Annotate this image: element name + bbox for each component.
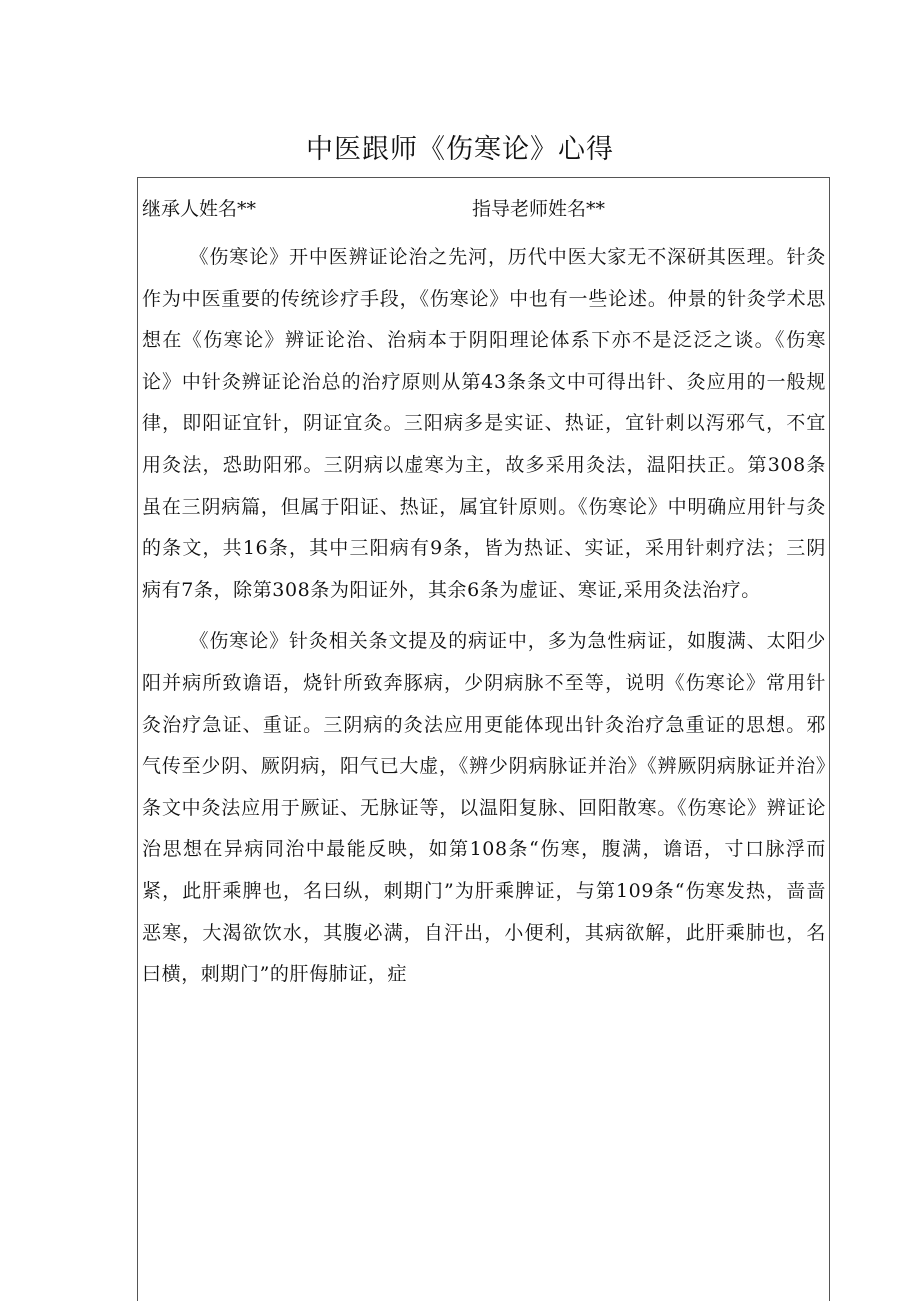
paragraph-1: 《伤寒论》开中医辨证论治之先河，历代中医大家无不深研其医理。针灸作为中医重要的传统诊疗手段，《伤寒论》中也有一些论述。仲景的针灸学术思想在《伤寒论》辨证论治、治病本于阴阳理论体系下亦不是泛泛之谈。《伤寒论》中针灸辨证论治总的治疗原则从第43条条文中可得出针、灸应用的一般规律，即阳证宜针，阴证宜灸。三阳病多是实证、热证，宜针刺以泻邪气，不宜用灸法，恐助阳邪。三阴病以虚寒为主，故多采用灸法，温阳扶正。第308条虽在三阴病篇，但属于阳证、热证，属宜针原则。《伤寒论》中明确应用针与灸的条文，共16条，其中三阳病有9条，皆为热证、实证，采用针刺疗法；三阴病有7条，除第308条为阳证外，其余6条为虚证、寒证,采用灸法治疗。 bbox=[142, 246, 826, 601]
inheritor-name-label: 继承人姓名** bbox=[142, 198, 257, 220]
teacher-name-label: 指导老师姓名** bbox=[472, 198, 606, 220]
essay-body bbox=[142, 237, 826, 1006]
paragraph-2: 《伤寒论》针灸相关条文提及的病证中，多为急性病证，如腹满、太阳少阳并病所致谵语，烧针所致奔豚病，少阴病脉不至等，说明《伤寒论》常用针灸治疗急证、重证。三阴病的灸法应用更能体现出针灸治疗急重证的思想。邪气传至少阴、厥阴病，阳气已大虚，《辨少阴病脉证并治》《辨厥阴病脉证并治》条文中灸法应用于厥证、无脉证等，以温阳复脉、回阳散寒。《伤寒论》辨证论治思想在异病同治中最能反映，如第108条“伤寒，腹满，谵语，寸口脉浮而紧，此肝乘脾也，名曰纵，刺期门”为肝乘脾证，与第109条“伤寒发热，啬啬恶寒，大渴欲饮水，其腹必满，自汗出，小便利，其病欲解，此肝乘肺也，名曰横，刺期门”的肝侮肺证，症 bbox=[142, 630, 826, 986]
form-table bbox=[137, 177, 830, 1301]
document-title: 中医跟师《伤寒论》心得 bbox=[306, 134, 614, 165]
